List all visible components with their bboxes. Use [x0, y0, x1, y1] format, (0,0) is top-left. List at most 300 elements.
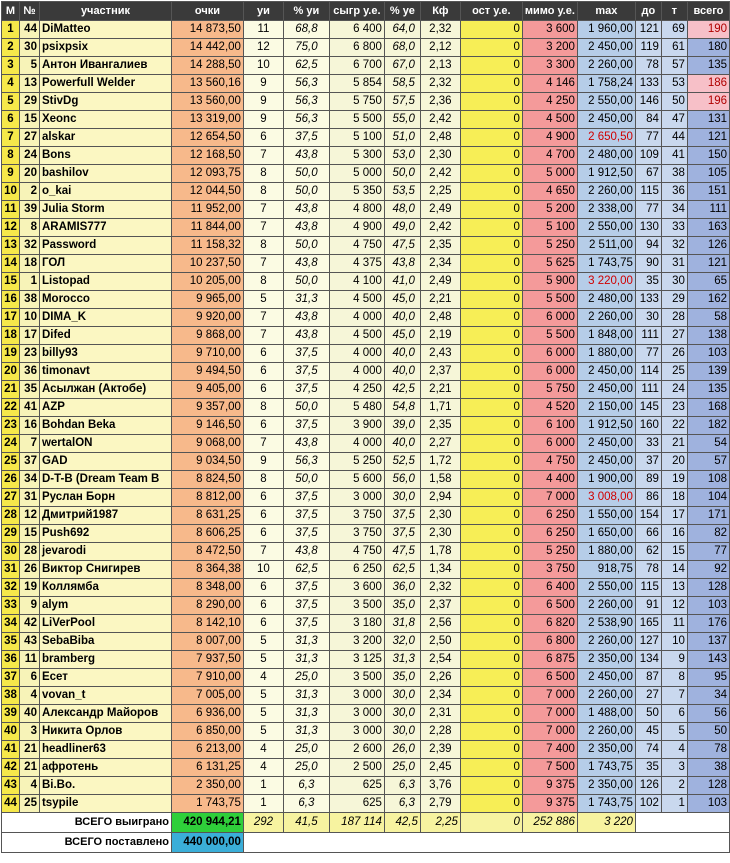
col-pct-played-header: % уе — [384, 2, 420, 21]
missed-cell: 3 300 — [522, 57, 577, 75]
number-cell: 17 — [19, 327, 39, 345]
table-row — [2, 219, 730, 237]
number-cell: 21 — [19, 741, 39, 759]
played-cell: 4 750 — [329, 543, 384, 561]
points-cell: 13 560,16 — [171, 75, 243, 93]
total-cell: 162 — [687, 291, 729, 309]
ui-cell: 9 — [243, 93, 283, 111]
rank-cell: 36 — [2, 651, 20, 669]
pct-played-cell: 47,5 — [384, 543, 420, 561]
total-cell: 82 — [687, 525, 729, 543]
do-cell: 133 — [635, 291, 661, 309]
pct-ui-cell: 31,3 — [283, 651, 329, 669]
pct-played-cell: 53,0 — [384, 147, 420, 165]
pct-played-cell: 35,0 — [384, 669, 420, 687]
points-cell: 8 007,00 — [171, 633, 243, 651]
remaining-cell: 0 — [460, 201, 522, 219]
missed-cell: 6 000 — [522, 435, 577, 453]
total-cell: 38 — [687, 759, 729, 777]
points-cell: 11 952,00 — [171, 201, 243, 219]
missed-cell: 6 250 — [522, 507, 577, 525]
table-row — [2, 237, 730, 255]
participant-cell: wertalON — [39, 435, 171, 453]
ui-cell: 6 — [243, 363, 283, 381]
remaining-cell: 0 — [460, 345, 522, 363]
t-cell: 18 — [661, 489, 687, 507]
points-cell: 7 005,00 — [171, 687, 243, 705]
max-cell: 2 350,00 — [577, 777, 635, 795]
participant-cell: Xeonc — [39, 111, 171, 129]
missed-cell: 4 500 — [522, 111, 577, 129]
missed-cell: 6 400 — [522, 579, 577, 597]
participant-cell: tsypile — [39, 795, 171, 813]
pct-played-cell: 42,5 — [384, 381, 420, 399]
ui-cell: 6 — [243, 345, 283, 363]
pct-ui-cell: 31,3 — [283, 687, 329, 705]
table-row — [2, 759, 730, 777]
participant-cell: GAD — [39, 453, 171, 471]
table-row — [2, 615, 730, 633]
missed-cell: 6 250 — [522, 525, 577, 543]
remaining-cell: 0 — [460, 435, 522, 453]
participant-cell: Password — [39, 237, 171, 255]
table-row — [2, 75, 730, 93]
max-cell: 2 480,00 — [577, 147, 635, 165]
pct-played-cell: 6,3 — [384, 795, 420, 813]
missed-cell: 6 500 — [522, 597, 577, 615]
do-cell: 67 — [635, 165, 661, 183]
rank-cell: 43 — [2, 777, 20, 795]
missed-cell: 9 375 — [522, 795, 577, 813]
total-cell: 56 — [687, 705, 729, 723]
coef-cell: 2,42 — [420, 165, 460, 183]
max-cell: 1 550,00 — [577, 507, 635, 525]
remaining-cell: 0 — [460, 489, 522, 507]
number-cell: 9 — [19, 597, 39, 615]
table-row — [2, 705, 730, 723]
total-cell: 180 — [687, 39, 729, 57]
max-cell: 1 880,00 — [577, 543, 635, 561]
total-remaining: 0 — [460, 813, 522, 833]
pct-played-cell: 40,0 — [384, 363, 420, 381]
rank-cell: 38 — [2, 687, 20, 705]
pct-ui-cell: 37,5 — [283, 363, 329, 381]
max-cell: 2 480,00 — [577, 291, 635, 309]
number-cell: 42 — [19, 615, 39, 633]
rank-cell: 11 — [2, 201, 20, 219]
number-cell: 44 — [19, 21, 39, 39]
remaining-cell: 0 — [460, 453, 522, 471]
do-cell: 30 — [635, 309, 661, 327]
total-cell: 92 — [687, 561, 729, 579]
remaining-cell: 0 — [460, 687, 522, 705]
total-cell: 186 — [687, 75, 729, 93]
participant-cell: Антон Ивангалиев — [39, 57, 171, 75]
points-cell: 7 937,50 — [171, 651, 243, 669]
table-row — [2, 471, 730, 489]
total-cell: 95 — [687, 669, 729, 687]
remaining-cell: 0 — [460, 93, 522, 111]
pct-ui-cell: 43,8 — [283, 201, 329, 219]
played-cell: 4 000 — [329, 309, 384, 327]
table-row — [2, 723, 730, 741]
max-cell: 2 260,00 — [577, 723, 635, 741]
max-cell: 1 900,00 — [577, 471, 635, 489]
do-cell: 89 — [635, 471, 661, 489]
table-row — [2, 399, 730, 417]
rank-cell: 22 — [2, 399, 20, 417]
total-cell: 126 — [687, 237, 729, 255]
coef-cell: 2,94 — [420, 489, 460, 507]
pct-played-cell: 52,5 — [384, 453, 420, 471]
t-cell: 38 — [661, 165, 687, 183]
total-cell: 182 — [687, 417, 729, 435]
remaining-cell: 0 — [460, 183, 522, 201]
max-cell: 2 450,00 — [577, 363, 635, 381]
played-cell: 3 750 — [329, 507, 384, 525]
max-cell: 1 880,00 — [577, 345, 635, 363]
remaining-cell: 0 — [460, 399, 522, 417]
do-cell: 87 — [635, 669, 661, 687]
played-cell: 5 600 — [329, 471, 384, 489]
t-cell: 6 — [661, 705, 687, 723]
do-cell: 35 — [635, 273, 661, 291]
ui-cell: 5 — [243, 723, 283, 741]
total-missed: 252 886 — [522, 813, 577, 833]
total-cell: 135 — [687, 381, 729, 399]
played-cell: 3 125 — [329, 651, 384, 669]
remaining-cell: 0 — [460, 327, 522, 345]
ui-cell: 1 — [243, 795, 283, 813]
missed-cell: 4 400 — [522, 471, 577, 489]
coef-cell: 2,42 — [420, 219, 460, 237]
missed-cell: 4 146 — [522, 75, 577, 93]
ui-cell: 4 — [243, 759, 283, 777]
rank-cell: 20 — [2, 363, 20, 381]
points-cell: 9 710,00 — [171, 345, 243, 363]
missed-cell: 7 000 — [522, 705, 577, 723]
t-cell: 17 — [661, 507, 687, 525]
participant-cell: Bohdan Beka — [39, 417, 171, 435]
points-cell: 9 868,00 — [171, 327, 243, 345]
pct-played-cell: 30,0 — [384, 489, 420, 507]
col-points-header: очки — [171, 2, 243, 21]
pct-played-cell: 40,0 — [384, 309, 420, 327]
points-cell: 12 168,50 — [171, 147, 243, 165]
do-cell: 126 — [635, 777, 661, 795]
table-row — [2, 111, 730, 129]
points-cell: 6 850,00 — [171, 723, 243, 741]
ui-cell: 7 — [243, 435, 283, 453]
max-cell: 2 350,00 — [577, 741, 635, 759]
played-cell: 625 — [329, 777, 384, 795]
t-cell: 44 — [661, 129, 687, 147]
participant-cell: o_kai — [39, 183, 171, 201]
do-cell: 146 — [635, 93, 661, 111]
pct-played-cell: 31,8 — [384, 615, 420, 633]
points-cell: 2 350,00 — [171, 777, 243, 795]
played-cell: 5 250 — [329, 453, 384, 471]
max-cell: 1 650,00 — [577, 525, 635, 543]
points-cell: 14 442,00 — [171, 39, 243, 57]
played-cell: 4 000 — [329, 363, 384, 381]
total-cell: 138 — [687, 327, 729, 345]
missed-cell: 5 900 — [522, 273, 577, 291]
total-cell: 65 — [687, 273, 729, 291]
total-cell: 131 — [687, 111, 729, 129]
table-row — [2, 543, 730, 561]
coef-cell: 1,34 — [420, 561, 460, 579]
played-cell: 4 000 — [329, 345, 384, 363]
points-cell: 9 405,00 — [171, 381, 243, 399]
total-pct-ui: 41,5 — [283, 813, 329, 833]
pct-played-cell: 40,0 — [384, 435, 420, 453]
max-cell: 2 260,00 — [577, 183, 635, 201]
played-cell: 3 000 — [329, 687, 384, 705]
rank-cell: 18 — [2, 327, 20, 345]
points-cell: 11 158,32 — [171, 237, 243, 255]
number-cell: 29 — [19, 93, 39, 111]
table-row — [2, 165, 730, 183]
do-cell: 77 — [635, 345, 661, 363]
remaining-cell: 0 — [460, 705, 522, 723]
rank-cell: 12 — [2, 219, 20, 237]
coef-cell: 2,42 — [420, 111, 460, 129]
points-cell: 1 743,75 — [171, 795, 243, 813]
participant-cell: Powerfull Welder — [39, 75, 171, 93]
remaining-cell: 0 — [460, 633, 522, 651]
table-body — [2, 21, 730, 813]
do-cell: 27 — [635, 687, 661, 705]
pct-ui-cell: 37,5 — [283, 129, 329, 147]
played-cell: 4 750 — [329, 237, 384, 255]
points-cell: 9 068,00 — [171, 435, 243, 453]
table-row — [2, 435, 730, 453]
remaining-cell: 0 — [460, 147, 522, 165]
ui-cell: 8 — [243, 237, 283, 255]
totals-row-bet — [2, 833, 730, 853]
points-cell: 8 472,50 — [171, 543, 243, 561]
played-cell: 4 250 — [329, 381, 384, 399]
pct-played-cell: 50,0 — [384, 165, 420, 183]
coef-cell: 1,78 — [420, 543, 460, 561]
t-cell: 11 — [661, 615, 687, 633]
do-cell: 74 — [635, 741, 661, 759]
missed-cell: 4 750 — [522, 453, 577, 471]
remaining-cell: 0 — [460, 165, 522, 183]
table-row — [2, 525, 730, 543]
coef-cell: 2,35 — [420, 237, 460, 255]
table-row — [2, 291, 730, 309]
t-cell: 26 — [661, 345, 687, 363]
missed-cell: 6 000 — [522, 345, 577, 363]
participant-cell: headliner63 — [39, 741, 171, 759]
do-cell: 45 — [635, 723, 661, 741]
pct-played-cell: 26,0 — [384, 741, 420, 759]
points-cell: 8 824,50 — [171, 471, 243, 489]
total-ui: 292 — [243, 813, 283, 833]
coef-cell: 2,37 — [420, 363, 460, 381]
ui-cell: 5 — [243, 651, 283, 669]
coef-cell: 2,79 — [420, 795, 460, 813]
ui-cell: 7 — [243, 201, 283, 219]
pct-ui-cell: 50,0 — [283, 237, 329, 255]
number-cell: 6 — [19, 669, 39, 687]
played-cell: 625 — [329, 795, 384, 813]
played-cell: 5 100 — [329, 129, 384, 147]
coef-cell: 2,30 — [420, 525, 460, 543]
do-cell: 90 — [635, 255, 661, 273]
coef-cell: 2,32 — [420, 21, 460, 39]
missed-cell: 7 000 — [522, 723, 577, 741]
total-cell: 108 — [687, 471, 729, 489]
table-row — [2, 507, 730, 525]
pct-played-cell: 40,0 — [384, 345, 420, 363]
total-won-label: ВСЕГО выиграно — [2, 813, 172, 833]
t-cell: 57 — [661, 57, 687, 75]
number-cell: 38 — [19, 291, 39, 309]
table-row — [2, 129, 730, 147]
points-cell: 14 873,50 — [171, 21, 243, 39]
t-cell: 9 — [661, 651, 687, 669]
missed-cell: 6 875 — [522, 651, 577, 669]
do-cell: 66 — [635, 525, 661, 543]
participant-cell: Julia Storm — [39, 201, 171, 219]
total-bet-label: ВСЕГО поставлено — [2, 833, 172, 853]
do-cell: 119 — [635, 39, 661, 57]
total-cell: 104 — [687, 489, 729, 507]
t-cell: 16 — [661, 525, 687, 543]
pct-ui-cell: 50,0 — [283, 399, 329, 417]
number-cell: 5 — [19, 57, 39, 75]
rank-cell: 37 — [2, 669, 20, 687]
total-cell: 176 — [687, 615, 729, 633]
played-cell: 6 800 — [329, 39, 384, 57]
missed-cell: 4 650 — [522, 183, 577, 201]
coef-cell: 2,34 — [420, 687, 460, 705]
coef-cell: 2,54 — [420, 651, 460, 669]
t-cell: 23 — [661, 399, 687, 417]
rank-cell: 8 — [2, 147, 20, 165]
number-cell: 27 — [19, 129, 39, 147]
remaining-cell: 0 — [460, 111, 522, 129]
table-row — [2, 21, 730, 39]
pct-ui-cell: 6,3 — [283, 777, 329, 795]
participant-cell: SebaBiba — [39, 633, 171, 651]
pct-ui-cell: 43,8 — [283, 543, 329, 561]
coef-cell: 2,21 — [420, 381, 460, 399]
ui-cell: 8 — [243, 471, 283, 489]
col-pct-ui-header: % уи — [283, 2, 329, 21]
coef-cell: 2,28 — [420, 723, 460, 741]
t-cell: 8 — [661, 669, 687, 687]
rank-cell: 35 — [2, 633, 20, 651]
t-cell: 14 — [661, 561, 687, 579]
participant-cell: Morocco — [39, 291, 171, 309]
max-cell: 2 450,00 — [577, 111, 635, 129]
coef-cell: 2,19 — [420, 327, 460, 345]
number-cell: 10 — [19, 309, 39, 327]
remaining-cell: 0 — [460, 543, 522, 561]
col-played-header: сыгр у.е. — [329, 2, 384, 21]
blank-cell — [243, 833, 729, 853]
number-cell: 36 — [19, 363, 39, 381]
remaining-cell: 0 — [460, 759, 522, 777]
points-cell: 12 093,75 — [171, 165, 243, 183]
participant-cell: jevarodi — [39, 543, 171, 561]
participant-cell: Асылжан (Актобе) — [39, 381, 171, 399]
number-cell: 7 — [19, 435, 39, 453]
max-cell: 2 260,00 — [577, 57, 635, 75]
max-cell: 2 260,00 — [577, 687, 635, 705]
played-cell: 5 300 — [329, 147, 384, 165]
pct-played-cell: 41,0 — [384, 273, 420, 291]
total-played: 187 114 — [329, 813, 384, 833]
missed-cell: 5 250 — [522, 237, 577, 255]
coef-cell: 2,43 — [420, 345, 460, 363]
t-cell: 3 — [661, 759, 687, 777]
pct-played-cell: 53,5 — [384, 183, 420, 201]
number-cell: 39 — [19, 201, 39, 219]
pct-played-cell: 25,0 — [384, 759, 420, 777]
t-cell: 19 — [661, 471, 687, 489]
total-cell: 103 — [687, 795, 729, 813]
total-cell: 54 — [687, 435, 729, 453]
do-cell: 84 — [635, 111, 661, 129]
pct-ui-cell: 50,0 — [283, 273, 329, 291]
coef-cell: 2,31 — [420, 705, 460, 723]
played-cell: 4 800 — [329, 201, 384, 219]
pct-played-cell: 47,5 — [384, 237, 420, 255]
pct-played-cell: 32,0 — [384, 633, 420, 651]
pct-played-cell: 30,0 — [384, 705, 420, 723]
max-cell: 3 008,00 — [577, 489, 635, 507]
participant-cell: bramberg — [39, 651, 171, 669]
pct-played-cell: 37,5 — [384, 507, 420, 525]
rank-cell: 19 — [2, 345, 20, 363]
points-cell: 9 920,00 — [171, 309, 243, 327]
participant-cell: DIMA_K — [39, 309, 171, 327]
table-row — [2, 795, 730, 813]
remaining-cell: 0 — [460, 579, 522, 597]
pct-ui-cell: 25,0 — [283, 669, 329, 687]
participant-cell: AZP — [39, 399, 171, 417]
remaining-cell: 0 — [460, 723, 522, 741]
pct-ui-cell: 50,0 — [283, 165, 329, 183]
pct-ui-cell: 37,5 — [283, 345, 329, 363]
points-cell: 12 044,50 — [171, 183, 243, 201]
do-cell: 102 — [635, 795, 661, 813]
coef-cell: 2,49 — [420, 201, 460, 219]
pct-ui-cell: 62,5 — [283, 561, 329, 579]
do-cell: 50 — [635, 705, 661, 723]
pct-ui-cell: 43,8 — [283, 147, 329, 165]
total-cell: 128 — [687, 579, 729, 597]
ui-cell: 6 — [243, 381, 283, 399]
played-cell: 6 700 — [329, 57, 384, 75]
max-cell: 2 550,00 — [577, 579, 635, 597]
coef-cell: 2,26 — [420, 669, 460, 687]
participant-cell: psixpsix — [39, 39, 171, 57]
col-remaining-header: ост у.е. — [460, 2, 522, 21]
max-cell: 2 450,00 — [577, 669, 635, 687]
ui-cell: 6 — [243, 417, 283, 435]
do-cell: 111 — [635, 381, 661, 399]
total-cell: 50 — [687, 723, 729, 741]
number-cell: 28 — [19, 543, 39, 561]
t-cell: 36 — [661, 183, 687, 201]
pct-ui-cell: 37,5 — [283, 507, 329, 525]
